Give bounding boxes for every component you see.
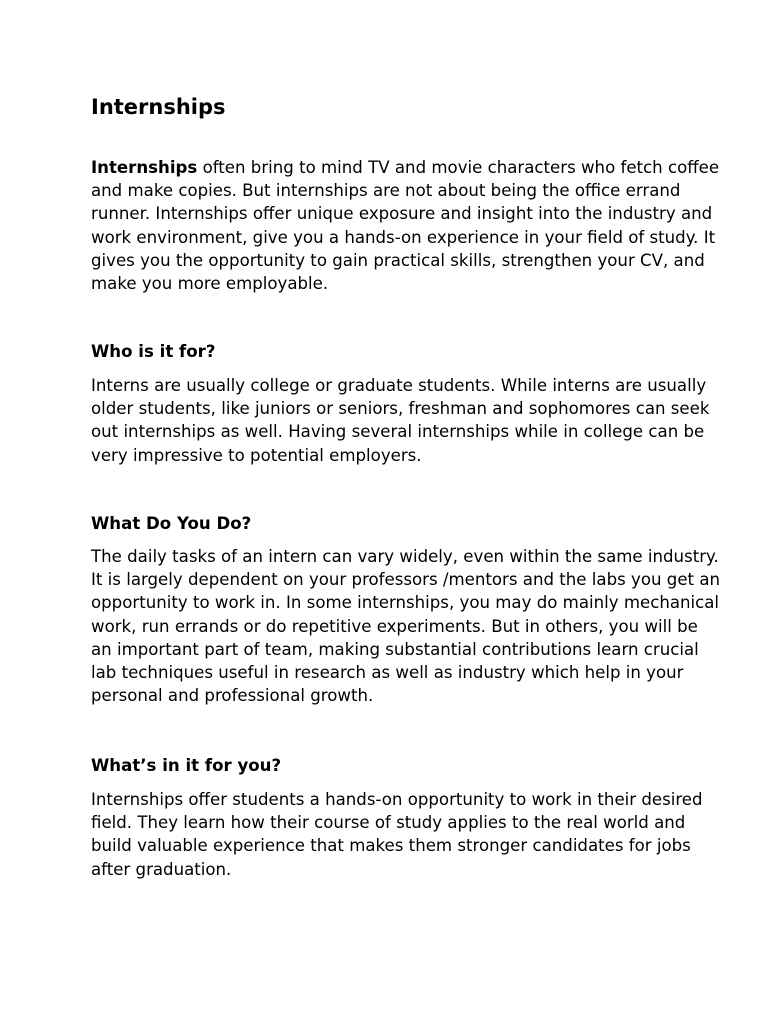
paragraph-line: lab techniques useful in research as well as industry which help in your: [91, 663, 684, 683]
section-paragraph-what: [91, 545, 720, 707]
intro-lead-term: Internships: [91, 158, 198, 177]
paragraph-line: field. They learn how their course of study applies to the real world and: [91, 813, 686, 833]
section-heading-who: Who is it for?: [91, 342, 216, 361]
paragraph-line: Interns are usually college or graduate students. While interns are usually: [91, 376, 707, 395]
section-paragraph-for-you: [91, 788, 703, 881]
paragraph-line: Internships offer students a hands-on opportunity to work in their desired: [91, 790, 703, 809]
paragraph-line: older students, like juniors or seniors, freshman and sophomores can seek: [91, 399, 710, 419]
paragraph-line: after graduation.: [91, 859, 232, 879]
section-heading-for-you: What’s in it for you?: [91, 756, 282, 775]
intro-paragraph: [91, 156, 720, 295]
document-title: Internships: [91, 95, 226, 119]
paragraph-line: personal and professional growth.: [91, 686, 374, 706]
paragraph-line: work, run errands or do repetitive experiments. But in others, you will be: [91, 616, 698, 636]
intro-first-line-text: often bring to mind TV and movie characters who fetch coffee: [197, 158, 720, 177]
paragraph-line: gives you the opportunity to gain practical skills, strengthen your CV, and: [91, 250, 705, 270]
section-heading-what: What Do You Do?: [91, 514, 252, 533]
paragraph-line: out internships as well. Having several internships while in college can be: [91, 422, 705, 442]
paragraph-line: It is largely dependent on your professors /mentors and the labs you get an: [91, 570, 720, 590]
paragraph-line: [91, 156, 720, 179]
paragraph-line: an important part of team, making substantial contributions learn crucial: [91, 639, 699, 659]
paragraph-line: opportunity to work in. In some internships, you may do mainly mechanical: [91, 593, 720, 613]
paragraph-line: runner. Internships offer unique exposure and insight into the industry and: [91, 204, 713, 224]
paragraph-line: and make copies. But internships are not about being the office errand: [91, 181, 681, 201]
paragraph-line: work environment, give you a hands-on experience in your field of study. It: [91, 227, 716, 247]
paragraph-line: make you more employable.: [91, 274, 329, 294]
paragraph-line: The daily tasks of an intern can vary widely, even within the same industry.: [91, 547, 719, 566]
paragraph-line: build valuable experience that makes them stronger candidates for jobs: [91, 836, 691, 856]
paragraph-line: very impressive to potential employers.: [91, 445, 422, 465]
section-paragraph-who: [91, 374, 710, 467]
